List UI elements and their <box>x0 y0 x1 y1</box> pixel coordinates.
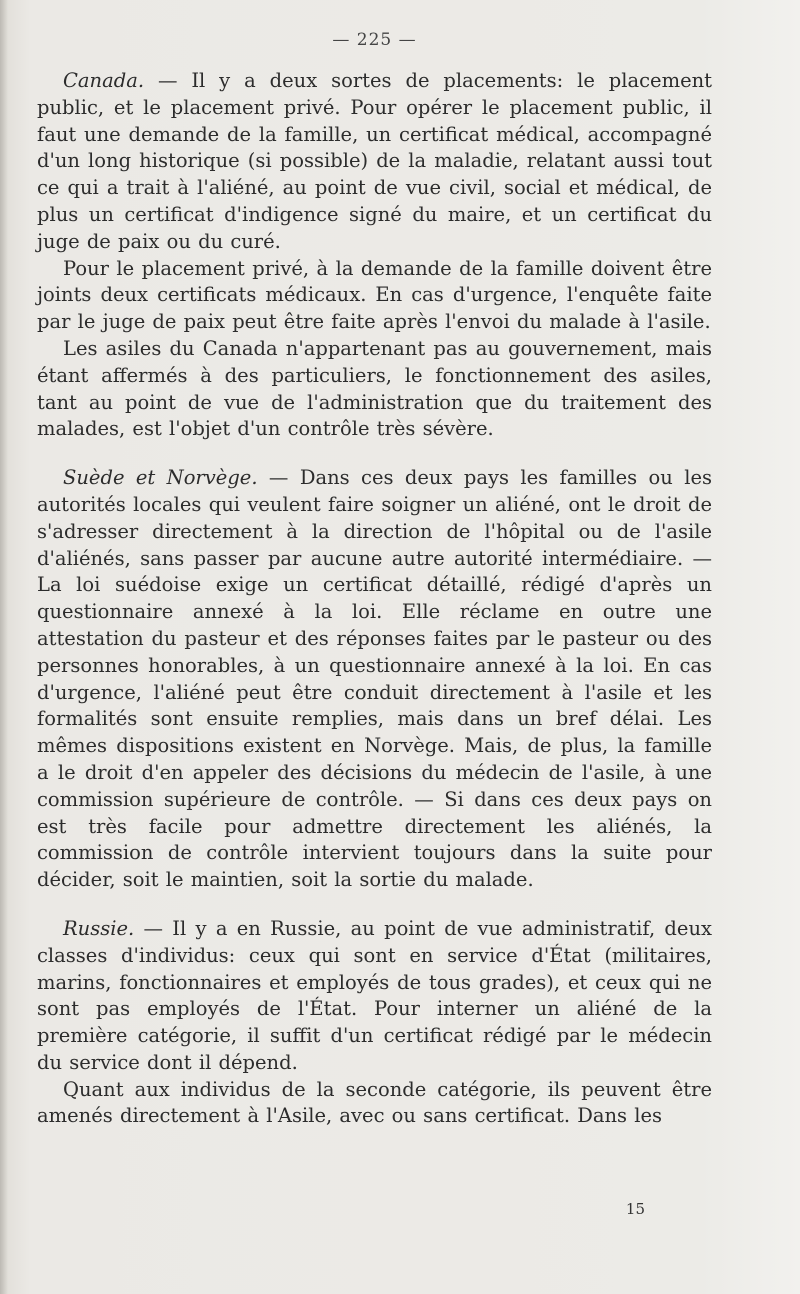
page-edge-shadow <box>0 0 8 1294</box>
paragraph <box>37 465 712 894</box>
paragraph <box>37 256 712 336</box>
paragraph-text: Quant aux individus de la seconde catégorie, ils peuvent être amenés directement à l'Asile, avec ou sans certificat. Dans les <box>37 1077 712 1128</box>
section-sweden-norway <box>37 465 712 894</box>
paragraph-text: Les asiles du Canada n'appartenant pas au gouvernement, mais étant affermés à des particuliers, le fonctionnement des asiles, tant au point de vue de l'administration que du traitement des malades, est l'objet d'un contrôle très sévère. <box>37 336 712 441</box>
paragraph-text: Pour le placement privé, à la demande de la famille doivent être joints deux certificats médicaux. En cas d'urgence, l'enquête faite par le juge de paix peut être faite après l'envoi du malade à l'asile. <box>37 256 712 334</box>
paragraph-text: — Il y a en Russie, au point de vue administratif, deux classes d'individus: ceux qui sont en service d'État (militaires, marins, fonctionnaires et employés de tous grades), et ceux qui ne sont pas employés de l'État. Pour interner un aliéné de la première catégorie, il suffit d'un certificat rédigé par le médecin du service dont il dépend. <box>37 916 712 1074</box>
section-heading-russia: Russie. <box>63 916 135 940</box>
signature-mark: 15 <box>625 1200 645 1218</box>
paragraph-text: — Il y a deux sortes de placements: le placement public, et le placement privé. Pour opérer le placement public, il faut une demande de la famille, un certificat médical, accompagné d'un long historique (si possible) de la maladie, relatant aussi tout ce qui a trait à l'aliéné, au point de vue civil, social et médical, de plus un certificat d'indigence signé du maire, et un certificat du juge de paix ou du curé. <box>37 69 712 253</box>
paragraph <box>37 336 712 443</box>
section-heading-sweden-norway: Suède et Norvège. <box>63 466 258 490</box>
paragraph <box>37 916 712 1077</box>
section-canada <box>37 68 712 443</box>
paragraph <box>37 1077 712 1131</box>
paragraph <box>37 68 712 256</box>
section-russia <box>37 916 712 1130</box>
page-number: — 225 — <box>332 30 417 50</box>
section-heading-canada: Canada. <box>63 69 145 92</box>
paragraph-text: — Dans ces deux pays les familles ou les autorités locales qui veulent faire soigner un aliéné, ont le droit de s'adresser directement à la direction de l'hôpital ou de l'asile d'aliénés, sans passer par aucune autre autorité intermédiaire. — La loi suédoise exige un certificat détaillé, rédigé d'après un questionnaire annexé à la loi. Elle réclame en outre une attestation du pasteur et des réponses faites par le pasteur ou des personnes honorables, à un questionnaire annexé à la loi. En cas d'urgence, l'aliéné peut être conduit directement à l'asile et les formalités sont ensuite remplies, mais dans un bref délai. Les mêmes dispositions existent en Norvège. Mais, de plus, la famille a le droit d'en appeler des décisions du médecin de l'asile, à une commission supérieure de contrôle. — Si dans ces deux pays on est très facile pour admettre directement les aliénés, la commission de contrôle intervient toujours dans la suite pour décider, soit le maintien, soit la sortie du malade. <box>37 466 713 892</box>
